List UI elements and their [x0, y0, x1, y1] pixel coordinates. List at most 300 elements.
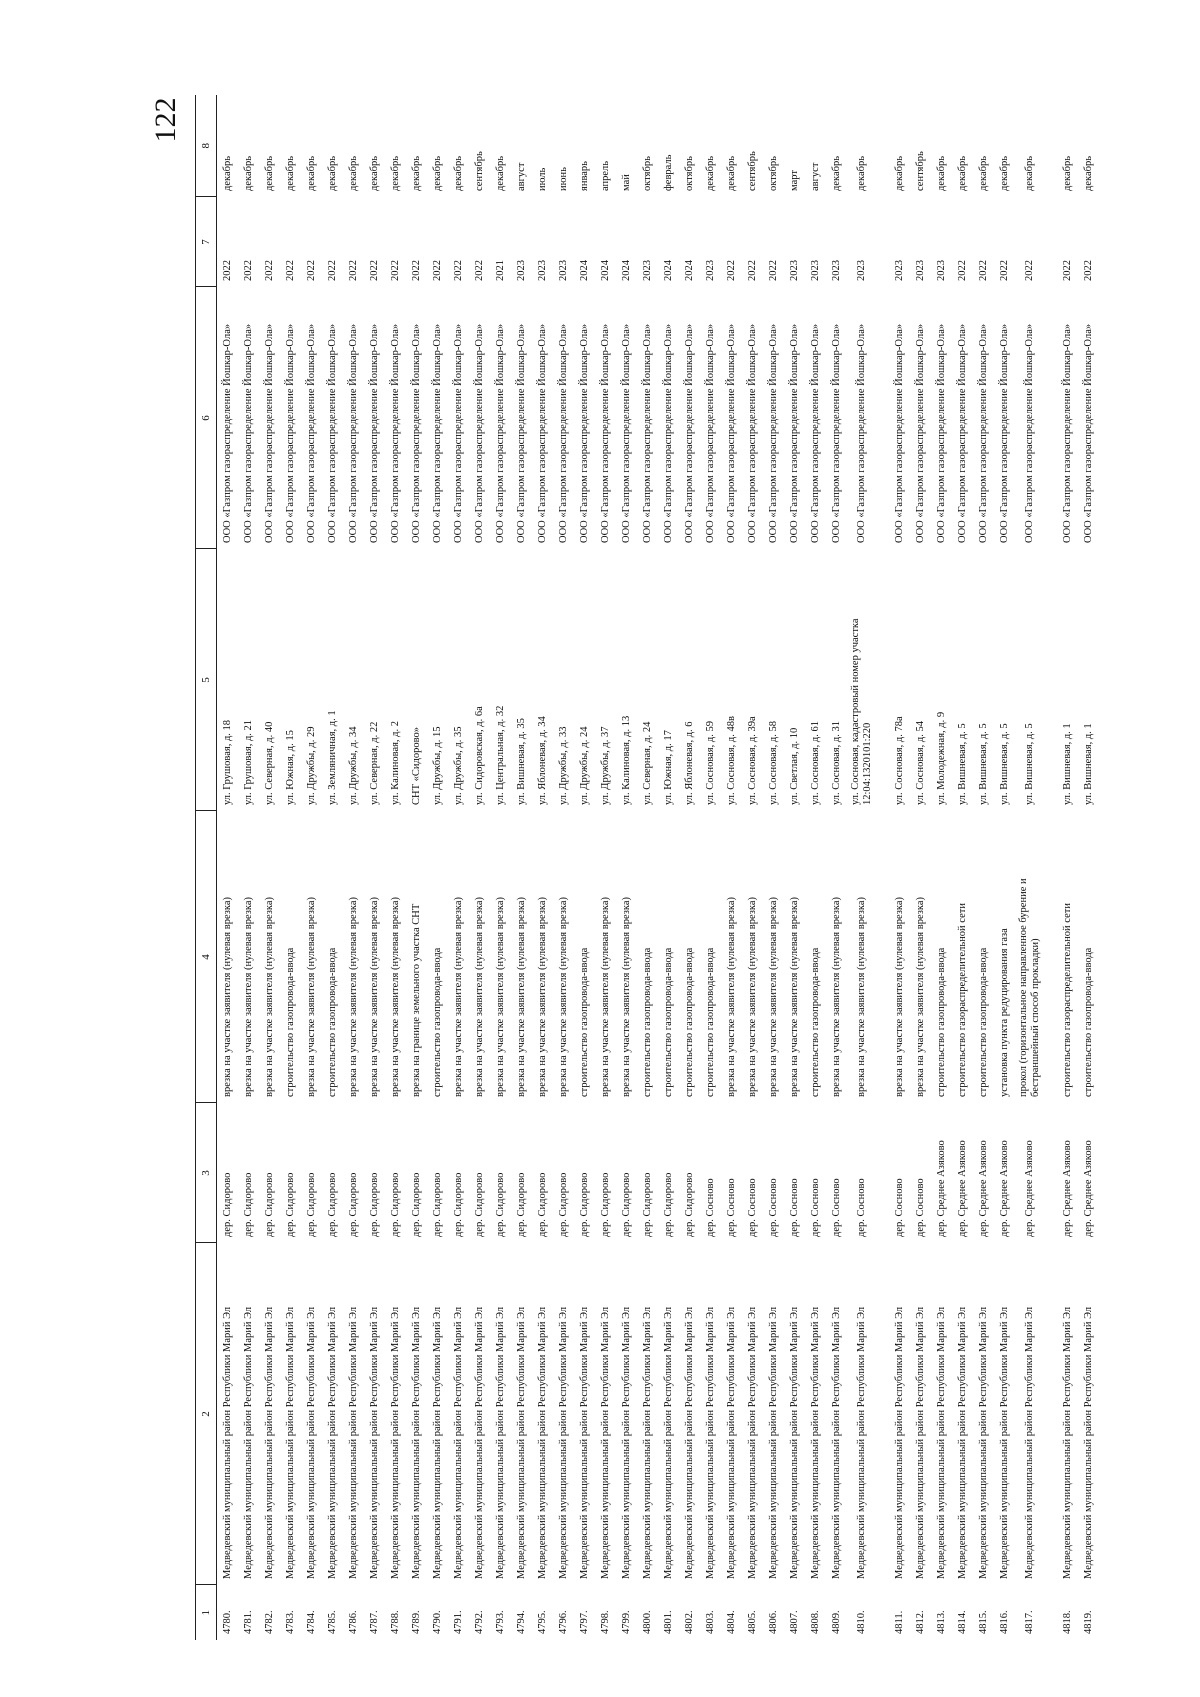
settlement-cell: дер. Сидорово	[473, 1172, 485, 1237]
organization-cell: ООО «Газпром газораспределение Йошкар-Ола»	[662, 323, 674, 543]
row-number-cell: 4808.	[809, 1610, 821, 1634]
table-row	[637, 95, 658, 1640]
organization-cell: ООО «Газпром газораспределение Йошкар-Ола»	[452, 323, 464, 543]
work-type-cell: врезка на участке заявителя (нулевая врезка)	[389, 897, 401, 1097]
table-row	[784, 95, 805, 1640]
work-type-cell: врезка на участке заявителя (нулевая врезка)	[368, 897, 380, 1097]
table-row	[238, 95, 259, 1640]
address-cell: ул. Сидоровская, д. 6а	[473, 706, 485, 805]
work-type-cell: строительство газопровода-ввода	[641, 947, 653, 1097]
address-cell: ул. Яблоневая, д. 34	[536, 716, 548, 805]
row-number-cell: 4815.	[977, 1610, 989, 1634]
organization-cell: ООО «Газпром газораспределение Йошкар-Ола»	[263, 323, 275, 543]
row-number-cell: 4805.	[746, 1610, 758, 1634]
row-number-cell: 4802.	[683, 1610, 695, 1634]
address-cell: ул. Сосновая, д. 78а	[893, 716, 905, 805]
settlement-cell: дер. Сидорово	[599, 1172, 611, 1237]
year-cell: 2022	[221, 260, 233, 281]
row-number-cell: 4809.	[830, 1610, 842, 1634]
month-cell: февраль	[662, 154, 674, 191]
table-row	[805, 95, 826, 1640]
address-cell: ул. Вишневая, д. 35	[515, 718, 527, 805]
work-type-cell: врезка на участке заявителя (нулевая врезка)	[536, 897, 548, 1097]
address-cell: ул. Дружбы, д. 35	[452, 726, 464, 805]
district-cell: Медведевский муниципальный район Республики Марий Эл	[326, 1306, 338, 1579]
row-number-cell: 4795.	[536, 1610, 548, 1634]
settlement-cell: дер. Сидорово	[368, 1172, 380, 1237]
table-row	[847, 95, 877, 1640]
table-row	[973, 95, 994, 1640]
row-number-cell: 4786.	[347, 1610, 359, 1634]
row-number-cell: 4801.	[662, 1610, 674, 1634]
organization-cell: ООО «Газпром газораспределение Йошкар-Ола»	[347, 323, 359, 543]
settlement-cell: дер. Сосново	[767, 1178, 779, 1237]
month-cell: декабрь	[221, 156, 233, 191]
table-body	[217, 95, 1100, 1640]
address-cell: ул. Вишневая, д. 5	[977, 723, 989, 805]
row-number-cell: 4819.	[1082, 1610, 1094, 1634]
row-number-cell: 4806.	[767, 1610, 779, 1634]
column-number-header: 5	[196, 549, 217, 811]
address-cell: ул. Вишневая, д. 5	[998, 723, 1010, 805]
month-cell: май	[620, 174, 632, 191]
year-cell: 2023	[935, 260, 947, 281]
organization-cell: ООО «Газпром газораспределение Йошкар-Ола»	[1082, 323, 1094, 543]
district-cell: Медведевский муниципальный район Республики Марий Эл	[452, 1306, 464, 1579]
year-cell: 2023	[856, 260, 867, 281]
organization-cell: ООО «Газпром газораспределение Йошкар-Ола»	[368, 323, 380, 543]
settlement-cell: дер. Сидорово	[578, 1172, 590, 1237]
district-cell: Медведевский муниципальный район Республики Марий Эл	[557, 1306, 569, 1579]
address-cell: ул. Вишневая, д. 5	[1024, 723, 1035, 805]
month-cell: октябрь	[683, 156, 695, 191]
address-cell: ул. Сосновая, кадастровый номер участка 12:04:1320101:220	[850, 618, 873, 805]
address-cell: ул. Дружбы, д. 24	[578, 726, 590, 805]
row-number-cell: 4813.	[935, 1610, 947, 1634]
month-cell: апрель	[599, 160, 611, 191]
month-cell: январь	[578, 161, 590, 191]
year-cell: 2023	[830, 260, 842, 281]
month-cell: июнь	[557, 167, 569, 191]
settlement-cell: дер. Среднее Азяково	[998, 1140, 1010, 1237]
table-row	[553, 95, 574, 1640]
year-cell: 2022	[452, 260, 464, 281]
year-cell: 2023	[515, 260, 527, 281]
organization-cell: ООО «Газпром газораспределение Йошкар-Ола»	[809, 323, 821, 543]
organization-cell: ООО «Газпром газораспределение Йошкар-Ола»	[830, 323, 842, 543]
year-cell: 2023	[557, 260, 569, 281]
month-cell: август	[515, 162, 527, 191]
district-cell: Медведевский муниципальный район Республики Марий Эл	[347, 1306, 359, 1579]
row-number-cell: 4782.	[263, 1610, 275, 1634]
address-cell: ул. Вишневая, д. 1	[1061, 723, 1073, 805]
district-cell: Медведевский муниципальный район Республики Марий Эл	[856, 1306, 867, 1579]
organization-cell: ООО «Газпром газораспределение Йошкар-Ола»	[242, 323, 254, 543]
address-cell: ул. Сосновая, д. 61	[809, 721, 821, 805]
rotated-table-wrapper	[195, 95, 1094, 1640]
work-type-cell: врезка на участке заявителя (нулевая врезка)	[221, 897, 233, 1097]
organization-cell: ООО «Газпром газораспределение Йошкар-Ола»	[284, 323, 296, 543]
settlement-cell: дер. Сидорово	[683, 1172, 695, 1237]
month-cell: декабрь	[494, 156, 506, 191]
work-type-cell: врезка на участке заявителя (нулевая врезка)	[515, 897, 527, 1097]
district-cell: Медведевский муниципальный район Республики Марий Эл	[221, 1306, 233, 1579]
work-type-cell: врезка на участке заявителя (нулевая врезка)	[494, 897, 506, 1097]
work-type-cell: врезка на участке заявителя (нулевая врезка)	[725, 897, 737, 1097]
work-type-cell: строительство газопровода-ввода	[578, 947, 590, 1097]
month-cell: декабрь	[893, 156, 905, 191]
organization-cell: ООО «Газпром газораспределение Йошкар-Ола»	[704, 323, 716, 543]
work-type-cell: врезка на участке заявителя (нулевая врезка)	[473, 897, 485, 1097]
settlement-cell: дер. Сосново	[788, 1178, 800, 1237]
settlement-cell: дер. Сидорово	[326, 1172, 338, 1237]
address-cell: ул. Дружбы, д. 15	[431, 726, 443, 805]
settlement-cell: дер. Сидорово	[389, 1172, 401, 1237]
work-type-cell: строительство газопровода-ввода	[683, 947, 695, 1097]
table-row	[532, 95, 553, 1640]
year-cell: 2024	[620, 260, 632, 281]
year-cell: 2021	[494, 260, 506, 281]
month-cell: декабрь	[1061, 156, 1073, 191]
settlement-cell: дер. Сосново	[746, 1178, 758, 1237]
row-number-cell: 4799.	[620, 1610, 632, 1634]
table-row	[322, 95, 343, 1640]
column-number-header: 2	[196, 1243, 217, 1585]
month-cell: декабрь	[1082, 156, 1094, 191]
row-number-cell: 4789.	[410, 1610, 422, 1634]
settlement-cell: дер. Сидорово	[620, 1172, 632, 1237]
address-cell: ул. Вишневая, д. 1	[1082, 723, 1094, 805]
district-cell: Медведевский муниципальный район Республики Марий Эл	[410, 1306, 422, 1579]
district-cell: Медведевский муниципальный район Республики Марий Эл	[809, 1306, 821, 1579]
month-cell: декабрь	[956, 156, 968, 191]
column-number-header: 8	[196, 95, 217, 197]
organization-cell: ООО «Газпром газораспределение Йошкар-Ола»	[1061, 323, 1073, 543]
year-cell: 2022	[725, 260, 737, 281]
organization-cell: ООО «Газпром газораспределение Йошкар-Ола»	[746, 323, 758, 543]
month-cell: декабрь	[856, 156, 867, 191]
year-cell: 2022	[326, 260, 338, 281]
settlement-cell: дер. Сосново	[914, 1178, 926, 1237]
settlement-cell: дер. Сидорово	[494, 1172, 506, 1237]
month-cell: декабрь	[725, 156, 737, 191]
table-row	[721, 95, 742, 1640]
organization-cell: ООО «Газпром газораспределение Йошкар-Ола»	[641, 323, 653, 543]
table-row	[595, 95, 616, 1640]
row-number-cell: 4804.	[725, 1610, 737, 1634]
district-cell: Медведевский муниципальный район Республики Марий Эл	[935, 1306, 947, 1579]
address-cell: ул. Дружбы, д. 34	[347, 726, 359, 805]
district-cell: Медведевский муниципальный район Республики Марий Эл	[242, 1306, 254, 1579]
table-row	[616, 95, 637, 1640]
year-cell: 2023	[536, 260, 548, 281]
table-row	[427, 95, 448, 1640]
row-number-cell: 4783.	[284, 1610, 296, 1634]
organization-cell: ООО «Газпром газораспределение Йошкар-Ола»	[998, 323, 1010, 543]
column-number-header: 1	[196, 1585, 217, 1640]
row-number-cell: 4785.	[326, 1610, 338, 1634]
year-cell: 2023	[704, 260, 716, 281]
row-spacer	[877, 95, 889, 1640]
table-row	[217, 95, 239, 1640]
row-number-cell: 4810.	[856, 1610, 867, 1634]
address-cell: ул. Грушовая, д. 21	[242, 719, 254, 805]
organization-cell: ООО «Газпром газораспределение Йошкар-Ола»	[473, 323, 485, 543]
district-cell: Медведевский муниципальный район Республики Марий Эл	[473, 1306, 485, 1579]
row-number-cell: 4780.	[221, 1610, 233, 1634]
month-cell: декабрь	[830, 156, 842, 191]
organization-cell: ООО «Газпром газораспределение Йошкар-Ола»	[620, 323, 632, 543]
settlement-cell: дер. Сидорово	[662, 1172, 674, 1237]
settlement-cell: дер. Сидорово	[221, 1172, 233, 1237]
month-cell: декабрь	[305, 156, 317, 191]
address-cell: СНТ «Сидорово»	[410, 727, 422, 805]
row-number-cell: 4797.	[578, 1610, 590, 1634]
organization-cell: ООО «Газпром газораспределение Йошкар-Ола»	[977, 323, 989, 543]
table-row	[1015, 95, 1045, 1640]
district-cell: Медведевский муниципальный район Республики Марий Эл	[893, 1306, 905, 1579]
row-number-cell: 4803.	[704, 1610, 716, 1634]
row-number-cell: 4794.	[515, 1610, 527, 1634]
address-cell: ул. Калиновая, д. 2	[389, 720, 401, 805]
settlement-cell: дер. Сидорово	[431, 1172, 443, 1237]
row-number-cell: 4798.	[599, 1610, 611, 1634]
organization-cell: ООО «Газпром газораспределение Йошкар-Ола»	[536, 323, 548, 543]
month-cell: октябрь	[641, 156, 653, 191]
organization-cell: ООО «Газпром газораспределение Йошкар-Ола»	[410, 323, 422, 543]
address-cell: ул. Грушовая, д. 18	[221, 719, 233, 805]
address-cell: ул. Сосновая, д. 59	[704, 721, 716, 805]
work-type-cell: врезка на участке заявителя (нулевая врезка)	[347, 897, 359, 1097]
year-cell: 2022	[977, 260, 989, 281]
month-cell: декабрь	[431, 156, 443, 191]
work-type-cell: врезка на участке заявителя (нулевая врезка)	[263, 897, 275, 1097]
work-type-cell: прокол (горизонтальное направленное бурение и бестраншейный способ прокладки)	[1018, 878, 1041, 1097]
table-row	[952, 95, 973, 1640]
table-row	[385, 95, 406, 1640]
year-cell: 2022	[767, 260, 779, 281]
month-cell: декабрь	[935, 156, 947, 191]
month-cell: декабрь	[347, 156, 359, 191]
year-cell: 2022	[473, 260, 485, 281]
month-cell: сентябрь	[746, 151, 758, 191]
row-number-cell: 4811.	[893, 1610, 905, 1634]
month-cell: декабрь	[452, 156, 464, 191]
table-row	[364, 95, 385, 1640]
work-type-cell: врезка на участке заявителя (нулевая врезка)	[746, 897, 758, 1097]
settlement-cell: дер. Сидорово	[641, 1172, 653, 1237]
district-cell: Медведевский муниципальный район Республики Марий Эл	[431, 1306, 443, 1579]
settlement-cell: дер. Сосново	[856, 1178, 867, 1237]
row-number-cell: 4817.	[1024, 1610, 1035, 1634]
district-cell: Медведевский муниципальный район Республики Марий Эл	[389, 1306, 401, 1579]
settlement-cell: дер. Среднее Азяково	[956, 1140, 968, 1237]
row-number-cell: 4816.	[998, 1610, 1010, 1634]
address-cell: ул. Северная, д. 22	[368, 721, 380, 805]
address-cell: ул. Светлая, д. 10	[788, 727, 800, 805]
district-cell: Медведевский муниципальный район Республики Марий Эл	[767, 1306, 779, 1579]
work-type-cell: врезка на участке заявителя (нулевая врезка)	[767, 897, 779, 1097]
table-row	[511, 95, 532, 1640]
work-type-cell: врезка на участке заявителя (нулевая врезка)	[788, 897, 800, 1097]
work-type-cell: врезка на участке заявителя (нулевая врезка)	[242, 897, 254, 1097]
year-cell: 2024	[662, 260, 674, 281]
work-type-cell: строительство газопровода-ввода	[809, 947, 821, 1097]
table-row	[343, 95, 364, 1640]
row-number-cell: 4787.	[368, 1610, 380, 1634]
address-cell: ул. Дружбы, д. 29	[305, 726, 317, 805]
month-cell: декабрь	[410, 156, 422, 191]
organization-cell: ООО «Газпром газораспределение Йошкар-Ола»	[389, 323, 401, 543]
work-type-cell: врезка на участке заявителя (нулевая врезка)	[893, 897, 905, 1097]
organization-cell: ООО «Газпром газораспределение Йошкар-Ола»	[856, 323, 867, 543]
organization-cell: ООО «Газпром газораспределение Йошкар-Ола»	[515, 323, 527, 543]
district-cell: Медведевский муниципальный район Республики Марий Эл	[536, 1306, 548, 1579]
settlement-cell: дер. Сосново	[830, 1178, 842, 1237]
organization-cell: ООО «Газпром газораспределение Йошкар-Ола»	[578, 323, 590, 543]
settlement-cell: дер. Среднее Азяково	[1061, 1140, 1073, 1237]
row-spacer	[1045, 95, 1057, 1640]
settlement-cell: дер. Сидорово	[242, 1172, 254, 1237]
work-type-cell: строительство газопровода-ввода	[284, 947, 296, 1097]
year-cell: 2023	[809, 260, 821, 281]
work-type-cell: врезка на участке заявителя (нулевая врезка)	[305, 897, 317, 1097]
column-number-header: 4	[196, 811, 217, 1103]
row-number-cell: 4814.	[956, 1610, 968, 1634]
year-cell: 2023	[893, 260, 905, 281]
district-cell: Медведевский муниципальный район Республики Марий Эл	[746, 1306, 758, 1579]
organization-cell: ООО «Газпром газораспределение Йошкар-Ола»	[326, 323, 338, 543]
settlement-cell: дер. Сидорово	[305, 1172, 317, 1237]
year-cell: 2022	[242, 260, 254, 281]
year-cell: 2024	[599, 260, 611, 281]
work-type-cell: врезка на участке заявителя (нулевая врезка)	[452, 897, 464, 1097]
table-row	[490, 95, 511, 1640]
table-row	[469, 95, 490, 1640]
address-cell: ул. Северная, д. 24	[641, 721, 653, 805]
month-cell: декабрь	[1024, 156, 1035, 191]
month-cell: сентябрь	[914, 151, 926, 191]
district-cell: Медведевский муниципальный район Республики Марий Эл	[977, 1306, 989, 1579]
year-cell: 2022	[410, 260, 422, 281]
work-type-cell: врезка на участке заявителя (нулевая врезка)	[914, 897, 926, 1097]
settlement-cell: дер. Сидорово	[536, 1172, 548, 1237]
table-row	[658, 95, 679, 1640]
table-row	[574, 95, 595, 1640]
year-cell: 2022	[368, 260, 380, 281]
column-number-header: 7	[196, 197, 217, 287]
organization-cell: ООО «Газпром газораспределение Йошкар-Ола»	[767, 323, 779, 543]
row-number-cell: 4788.	[389, 1610, 401, 1634]
work-type-cell: строительство газопровода-ввода	[662, 947, 674, 1097]
table-row	[910, 95, 931, 1640]
column-number-header: 6	[196, 287, 217, 549]
month-cell: август	[809, 162, 821, 191]
district-cell: Медведевский муниципальный район Республики Марий Эл	[1061, 1306, 1073, 1579]
district-cell: Медведевский муниципальный район Республики Марий Эл	[956, 1306, 968, 1579]
district-cell: Медведевский муниципальный район Республики Марий Эл	[263, 1306, 275, 1579]
district-cell: Медведевский муниципальный район Республики Марий Эл	[725, 1306, 737, 1579]
organization-cell: ООО «Газпром газораспределение Йошкар-Ола»	[788, 323, 800, 543]
row-number-cell: 4790.	[431, 1610, 443, 1634]
year-cell: 2022	[347, 260, 359, 281]
row-number-cell: 4791.	[452, 1610, 464, 1634]
settlement-cell: дер. Среднее Азяково	[977, 1140, 989, 1237]
organization-cell: ООО «Газпром газораспределение Йошкар-Ола»	[305, 323, 317, 543]
address-cell: ул. Южная, д. 15	[284, 730, 296, 805]
district-cell: Медведевский муниципальный район Республики Марий Эл	[914, 1306, 926, 1579]
table-row	[259, 95, 280, 1640]
month-cell: декабрь	[998, 156, 1010, 191]
address-cell: ул. Северная, д. 40	[263, 721, 275, 805]
month-cell: декабрь	[242, 156, 254, 191]
row-number-cell: 4800.	[641, 1610, 653, 1634]
district-cell: Медведевский муниципальный район Республики Марий Эл	[662, 1306, 674, 1579]
address-cell: ул. Земляничная, д. 1	[326, 710, 338, 805]
month-cell: сентябрь	[473, 151, 485, 191]
year-cell: 2022	[746, 260, 758, 281]
month-cell: декабрь	[977, 156, 989, 191]
month-cell: декабрь	[704, 156, 716, 191]
organization-cell: ООО «Газпром газораспределение Йошкар-Ола»	[935, 323, 947, 543]
table-row	[994, 95, 1015, 1640]
district-cell: Медведевский муниципальный район Республики Марий Эл	[515, 1306, 527, 1579]
work-type-cell: строительство газораспределительной сети	[1061, 903, 1073, 1097]
settlement-cell: дер. Сидорово	[557, 1172, 569, 1237]
settlement-cell: дер. Сосново	[725, 1178, 737, 1237]
settlement-cell: дер. Сосново	[893, 1178, 905, 1237]
district-cell: Медведевский муниципальный район Республики Марий Эл	[998, 1306, 1010, 1579]
address-cell: ул. Сосновая, д. 39а	[746, 716, 758, 805]
row-number-cell: 4793.	[494, 1610, 506, 1634]
address-cell: ул. Сосновая, д. 54	[914, 721, 926, 805]
page-number: 122	[149, 97, 182, 143]
settlement-cell: дер. Среднее Азяково	[935, 1140, 947, 1237]
address-cell: ул. Калиновая, д. 13	[620, 715, 632, 805]
month-cell: март	[788, 170, 800, 191]
organization-cell: ООО «Газпром газораспределение Йошкар-Ола»	[725, 323, 737, 543]
address-cell: ул. Яблоневая, д. 6	[683, 721, 695, 805]
work-type-cell: строительство газопровода-ввода	[1082, 947, 1094, 1097]
organization-cell: ООО «Газпром газораспределение Йошкар-Ола»	[956, 323, 968, 543]
address-cell: ул. Сосновая, д. 31	[830, 721, 842, 805]
work-type-cell: строительство газопровода-ввода	[704, 947, 716, 1097]
year-cell: 2022	[305, 260, 317, 281]
address-cell: ул. Центральная, д. 32	[494, 705, 506, 805]
table-row	[826, 95, 847, 1640]
work-type-cell: врезка на участке заявителя (нулевая врезка)	[856, 897, 867, 1097]
month-cell: декабрь	[284, 156, 296, 191]
district-cell: Медведевский муниципальный район Республики Марий Эл	[494, 1306, 506, 1579]
organization-cell: ООО «Газпром газораспределение Йошкар-Ола»	[494, 323, 506, 543]
month-cell: октябрь	[767, 156, 779, 191]
table-row	[280, 95, 301, 1640]
year-cell: 2022	[431, 260, 443, 281]
row-number-cell: 4812.	[914, 1610, 926, 1634]
organization-cell: ООО «Газпром газораспределение Йошкар-Ола»	[683, 323, 695, 543]
column-number-row	[196, 95, 217, 1640]
address-cell: ул. Южная, д. 17	[662, 730, 674, 805]
district-cell: Медведевский муниципальный район Республики Марий Эл	[1082, 1306, 1094, 1579]
address-cell: ул. Сосновая, д. 48в	[725, 716, 737, 805]
row-number-cell: 4784.	[305, 1610, 317, 1634]
work-type-cell: строительство газопровода-ввода	[431, 947, 443, 1097]
organization-cell: ООО «Газпром газораспределение Йошкар-Ола»	[431, 323, 443, 543]
table-row	[763, 95, 784, 1640]
settlement-cell: дер. Сосново	[704, 1178, 716, 1237]
settlement-cell: дер. Сидорово	[515, 1172, 527, 1237]
work-type-cell: строительство газораспределительной сети	[956, 903, 968, 1097]
